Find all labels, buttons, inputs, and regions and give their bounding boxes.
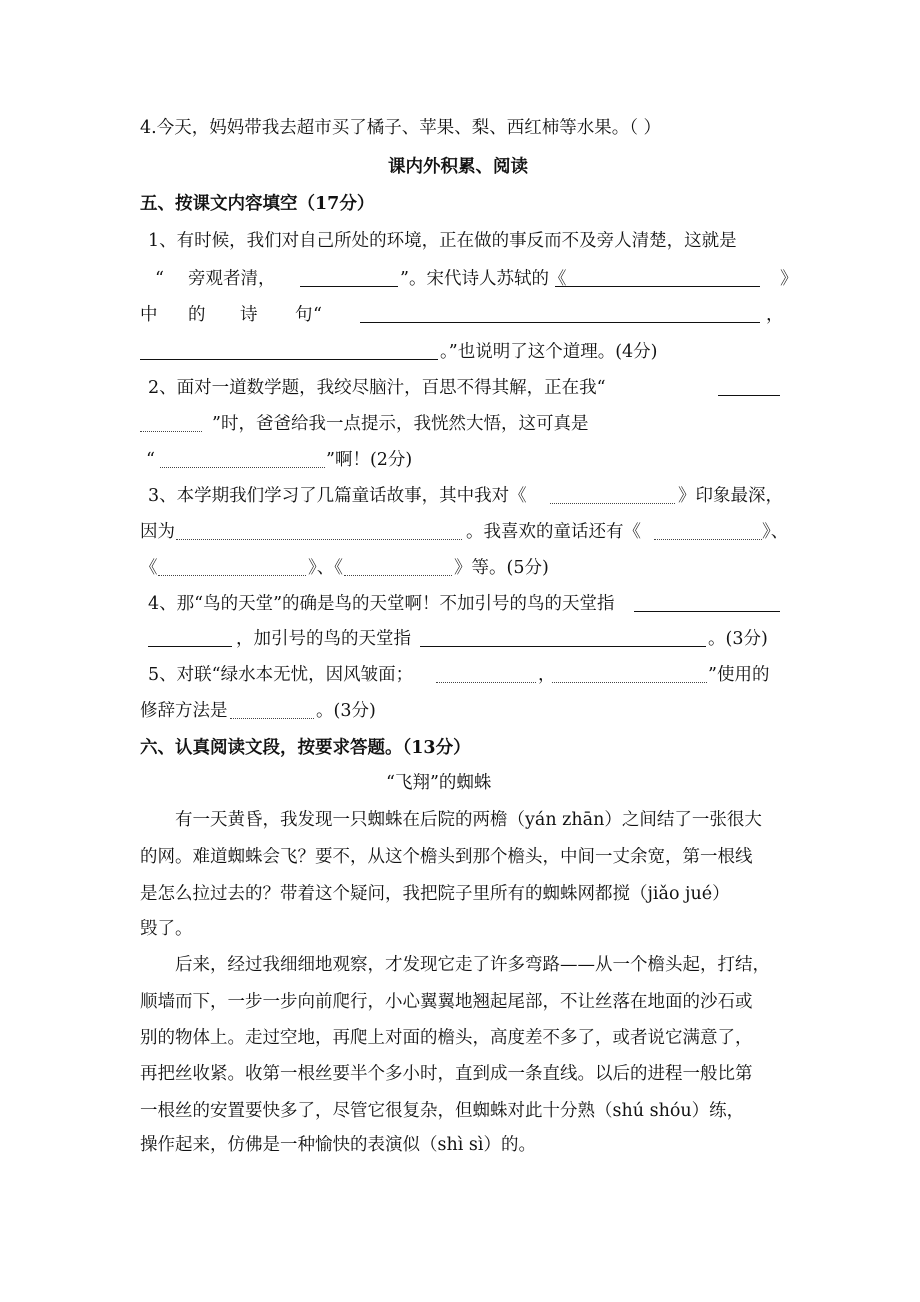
part6-heading-row bbox=[0, 733, 920, 763]
q5-comma: ， bbox=[538, 665, 556, 685]
question-4-text: 4.今天，妈妈带我去超市买了橘子、苹果、梨、西红柿等水果。（ ） bbox=[140, 118, 662, 138]
section-title-row bbox=[0, 152, 920, 182]
q1-end: 。”也说明了这个道理。(4分) bbox=[440, 342, 658, 362]
q4-blank-2[interactable] bbox=[420, 626, 706, 647]
para2-text: 别的物体上。走过空地，再爬上对面的檐头，高度差不多了，或者说它满意了， bbox=[140, 1028, 753, 1048]
q3-text-1: 3、本学期我们学习了几篇童话故事，其中我对《 bbox=[148, 486, 527, 506]
q5-text-1: 5、对联“绿水本无忧，因风皱面； bbox=[148, 665, 414, 685]
para2-line-1 bbox=[0, 950, 920, 980]
q3-text-1b: 》印象最深， bbox=[678, 486, 783, 506]
q5-text-2: 修辞方法是 bbox=[140, 701, 228, 721]
q3-open-book: 《 bbox=[140, 558, 158, 578]
q1-blank-verse-2[interactable] bbox=[140, 339, 438, 360]
para2-text: 顺墙而下，一步一步向前爬行，小心翼翼地翘起尾部，不让丝落在地面的沙石或 bbox=[140, 992, 753, 1012]
para2-line-3 bbox=[0, 1023, 920, 1053]
q1-blank-verse-1[interactable] bbox=[360, 302, 760, 323]
q2-text-2: ”时，爸爸给我一点提示，我恍然大悟，这可真是 bbox=[212, 414, 589, 434]
q3-blank-reason[interactable] bbox=[176, 519, 462, 540]
q1-line-2 bbox=[0, 264, 920, 294]
para1-line-4 bbox=[0, 914, 920, 944]
q5-blank-rhetoric[interactable] bbox=[230, 698, 314, 719]
q4-line-1 bbox=[0, 589, 920, 619]
q4-blank-1b[interactable] bbox=[148, 626, 232, 647]
q1-word-c: 诗 bbox=[240, 305, 258, 325]
q3-blank-story-3[interactable] bbox=[344, 555, 452, 576]
para2-line-2 bbox=[0, 987, 920, 1017]
q2-line-2 bbox=[0, 409, 920, 439]
q1-comma: ， bbox=[766, 305, 784, 325]
para1-text: 有一天黄昏，我发现一只蜘蛛在后院的两檐（yán zhān）之间结了一张很大 bbox=[175, 810, 762, 830]
q3-mid: 》、《 bbox=[308, 558, 343, 578]
q3-line-2 bbox=[0, 517, 920, 547]
q1-word-a: 中 bbox=[140, 305, 158, 325]
para1-line-3 bbox=[0, 879, 920, 909]
q2-line-1 bbox=[0, 373, 920, 403]
q3-blank-story-2[interactable] bbox=[158, 555, 306, 576]
q1-line-3 bbox=[0, 300, 920, 330]
q2-line-3 bbox=[0, 445, 920, 475]
q5-line-1 bbox=[0, 660, 920, 690]
para1-text: 毁了。 bbox=[140, 919, 193, 939]
q3-end: 》等。(5分) bbox=[454, 558, 549, 578]
article-title: “飞翔”的蜘蛛 bbox=[386, 773, 492, 793]
para1-line-2 bbox=[0, 842, 920, 872]
part5-heading: 五、按课文内容填空（17分） bbox=[140, 194, 375, 214]
section-title: 课内外积累、阅读 bbox=[388, 157, 528, 177]
q1-word-b: 的 bbox=[188, 305, 206, 325]
para2-text: 操作起来，仿佛是一种愉快的表演似（shì sì）的。 bbox=[140, 1135, 536, 1155]
q3-line-3 bbox=[0, 553, 920, 583]
para2-text: 再把丝收紧。收第一根丝要半个多小时，直到成一条直线。以后的进程一般比第 bbox=[140, 1064, 753, 1084]
q5-blank-couplet-a[interactable] bbox=[436, 662, 536, 683]
q2-end: ”啊！(2分) bbox=[326, 450, 413, 470]
q1-text-1: 1、有时候，我们对自己所处的环境，正在做的事反而不及旁人清楚，这就是 bbox=[148, 231, 737, 251]
q2-open-quote: “ bbox=[146, 450, 155, 470]
q3-blank-story-1[interactable] bbox=[654, 519, 762, 540]
q1-close-title: 》 bbox=[780, 269, 798, 289]
q1-proverb: 旁观者清， bbox=[188, 269, 276, 289]
q1-word-d: 句 bbox=[295, 305, 313, 325]
part5-heading-row bbox=[0, 189, 920, 219]
q1-blank-1[interactable] bbox=[300, 266, 398, 287]
para2-line-5 bbox=[0, 1096, 920, 1126]
q4-end: 。(3分) bbox=[708, 629, 768, 649]
para1-text: 是怎么拉过去的？带着这个疑问，我把院子里所有的蜘蛛网都搅（jiǎo jué） bbox=[140, 884, 730, 904]
q5-blank-couplet-b[interactable] bbox=[552, 662, 707, 683]
q2-blank-1b[interactable] bbox=[140, 411, 202, 432]
q3-text-2c: 》、 bbox=[762, 522, 789, 542]
para2-line-6 bbox=[0, 1130, 920, 1160]
para1-text: 的网。难道蜘蛛会飞？要不，从这个檐头到那个檐头，中间一丈余宽，第一根线 bbox=[140, 847, 753, 867]
q5-end: 。(3分) bbox=[316, 701, 376, 721]
q1-blank-poem-title[interactable] bbox=[555, 266, 760, 287]
q4-line-2 bbox=[0, 624, 920, 654]
q4-text-1: 4、那“鸟的天堂”的确是鸟的天堂啊！不加引号的鸟的天堂指 bbox=[148, 594, 615, 614]
q3-blank-favorite[interactable] bbox=[550, 483, 675, 504]
q2-blank-2[interactable] bbox=[160, 447, 325, 468]
q3-because: 因为 bbox=[140, 522, 175, 542]
para2-text: 一根丝的安置要快多了，尽管它很复杂，但蜘蛛对此十分熟（shú shóu）练， bbox=[140, 1101, 745, 1121]
q5-line-2 bbox=[0, 696, 920, 726]
q1-open-quote: “ bbox=[155, 269, 164, 289]
q3-line-1 bbox=[0, 481, 920, 511]
q2-text-1: 2、面对一道数学题，我绞尽脑汁，百思不得其解，正在我“ bbox=[148, 378, 606, 398]
q1-line-1 bbox=[0, 226, 920, 256]
q1-quote: “ bbox=[313, 305, 322, 325]
question-4-item bbox=[0, 113, 920, 143]
para2-line-4 bbox=[0, 1059, 920, 1089]
q5-text-1c: ”使用的 bbox=[708, 665, 770, 685]
q3-text-2: 。我喜欢的童话还有《 bbox=[466, 522, 641, 542]
q1-poet-text: ”。宋代诗人苏轼的《 bbox=[400, 269, 567, 289]
article-title-row bbox=[0, 768, 920, 798]
part6-heading: 六、认真阅读文段，按要求答题。（13分） bbox=[140, 738, 471, 758]
q2-blank-1a[interactable] bbox=[718, 375, 780, 396]
para2-text: 后来，经过我细细地观察，才发现它走了许多弯路——从一个檐头起，打结， bbox=[175, 955, 770, 975]
para1-line-1 bbox=[0, 805, 920, 835]
q4-text-2: ，加引号的鸟的天堂指 bbox=[236, 629, 411, 649]
q1-line-4 bbox=[0, 337, 920, 367]
q4-blank-1a[interactable] bbox=[634, 591, 780, 612]
